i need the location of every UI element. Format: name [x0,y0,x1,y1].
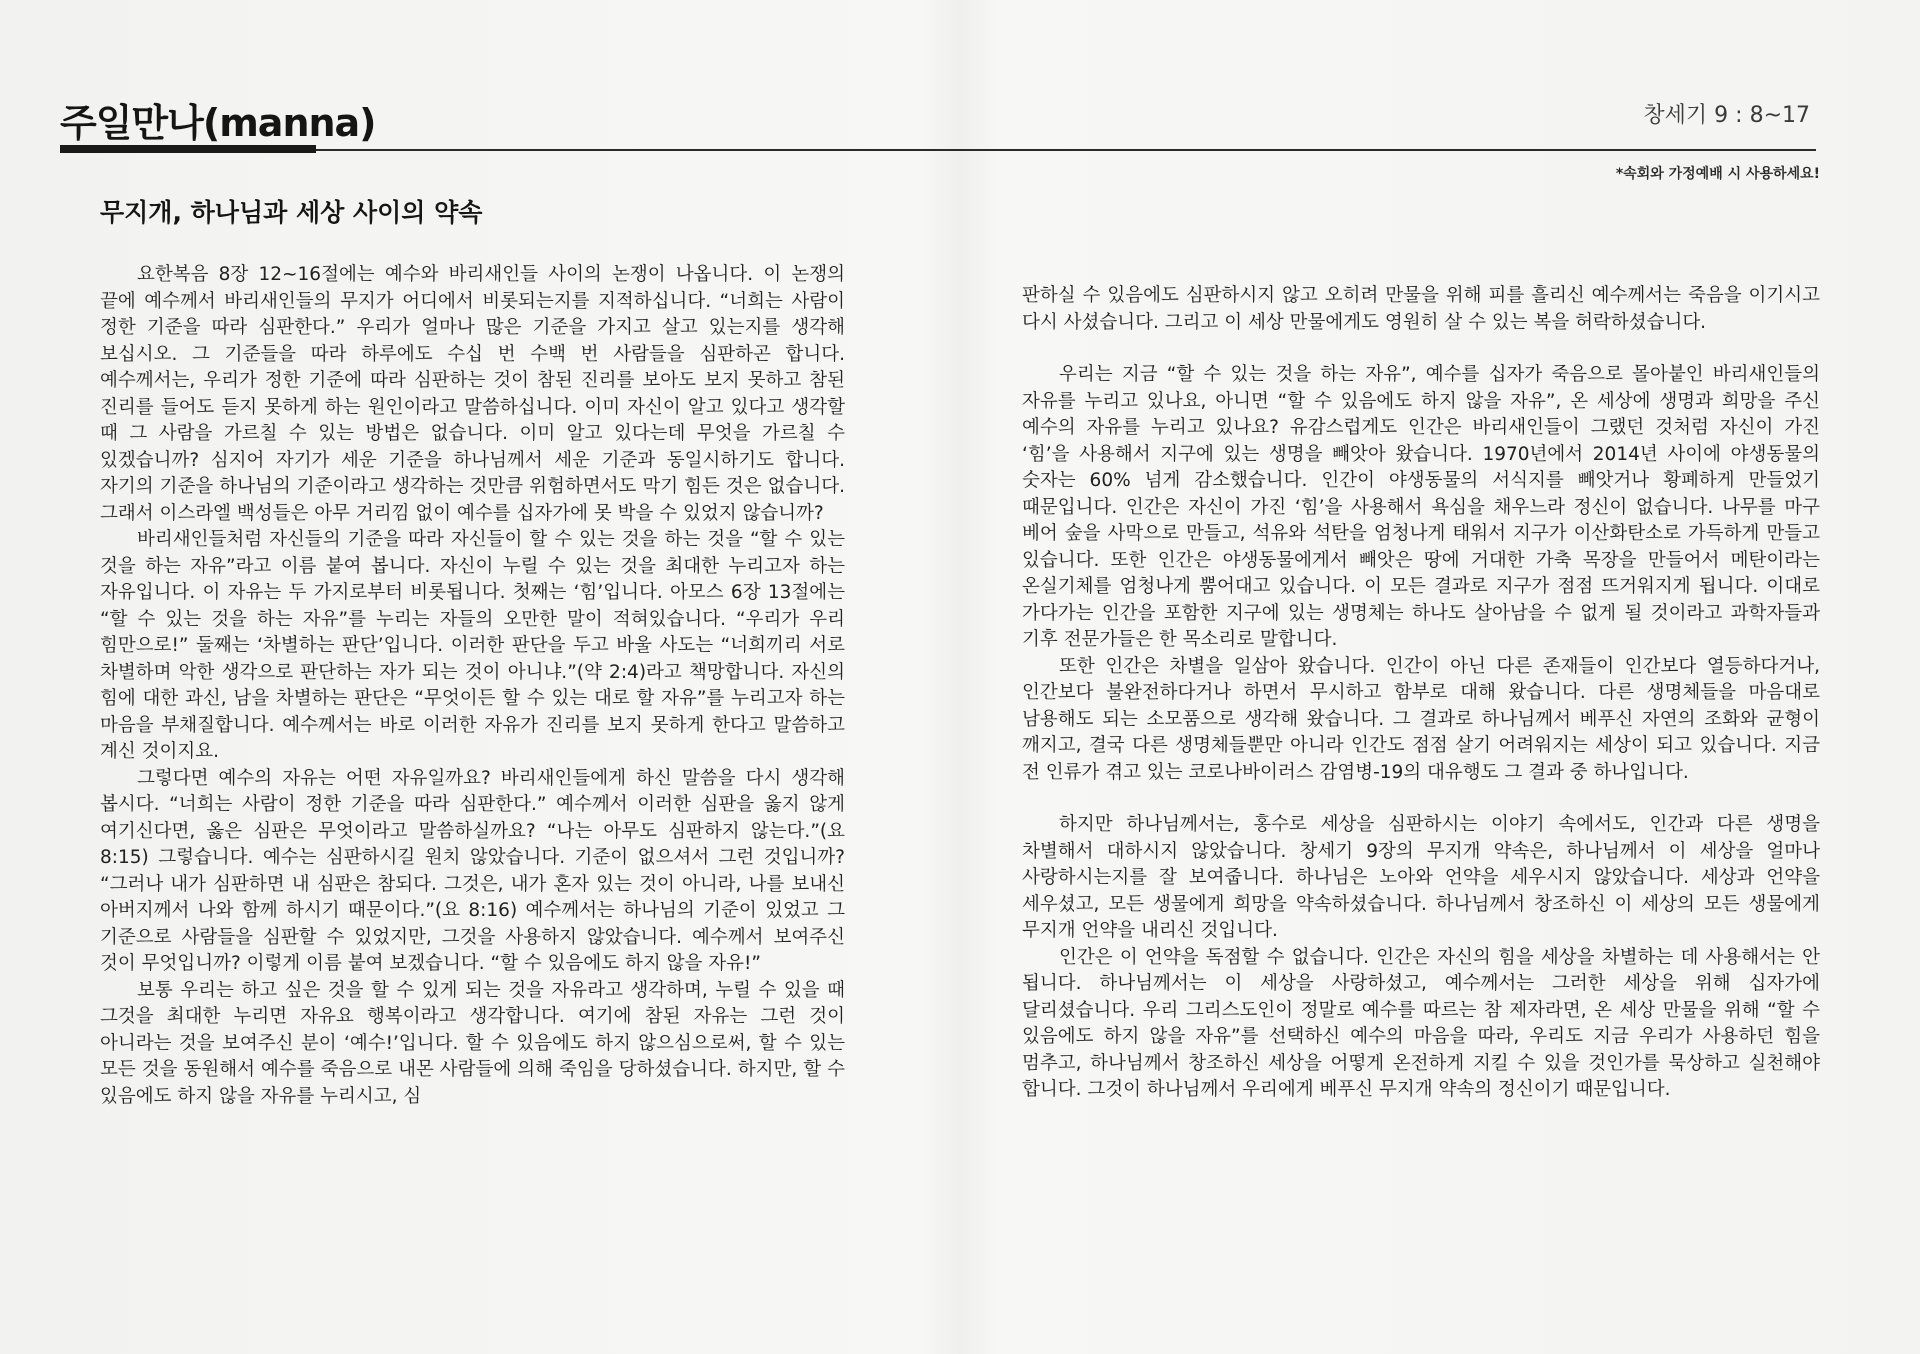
masthead-title: 주일만나(manna) [60,101,376,145]
masthead-rule-thin [316,149,1816,151]
paragraph: 하지만 하나님께서는, 홍수로 세상을 심판하시는 이야기 속에서도, 인간과 다른 생명을 차별해서 대하시지 않았습니다. 창세기 9장의 무지개 약속은, 하나님께서 이 세상을 얼마나 사랑하시는지를 잘 보여줍니다. 하나님은 노아와 언약을 세우시지 않았습니다. 세상과 언약을 세우셨고, 모든 생물에게 희망을 약속하셨습니다. 하나님께서 창조하신 이 세상의 모든 생물에게 무지개 언약을 내리신 것입니다. [1022,814,1820,941]
paragraph: 보통 우리는 하고 싶은 것을 할 수 있게 되는 것을 자유라고 생각하며, 누릴 수 있을 때 그것을 최대한 누리면 자유요 행복이라고 생각합니다. 여기에 참된 자유는 그런 것이 아니라는 것을 보여주신 분이 ‘예수!’입니다. 할 수 있음에도 하지 않으심으로써, 할 수 있는 모든 것을 동원해서 예수를 죽음으로 내몬 사람들에 의해 죽임을 당하셨습니다. 하지만, 할 수 있음에도 하지 않을 자유를 누리시고, 심 [100,979,845,1107]
paragraph: 요한복음 8장 12~16절에는 예수와 바리새인들 사이의 논쟁이 나옵니다. 이 논쟁의 끝에 예수께서 바리새인들의 무지가 어디에서 비롯되는지를 지적하십니다. “너희는 사람이 정한 기준을 따라 심판한다.” 우리가 얼마나 많은 기준을 가지고 살고 있는지를 생각해 보십시오. 그 기준들을 따라 하루에도 수십 번 수백 번 사람들을 심판하곤 합니다. 예수께서는, 우리가 정한 기준에 따라 심판하는 것이 참된 진리를 보아도 보지 못하고 참된 진리를 들어도 듣지 못하게 하는 원인이라고 말씀하십니다. 이미 자신이 알고 있다고 생각할 때 그 사람을 가르칠 수 있는 방법은 없습니다. 이미 알고 있다는데 무엇을 가르칠 수 있겠습니까? 심지어 자기가 세운 기준을 하나님께서 세운 기준과 동일시하기도 합니다. 자기의 기준을 하나님의 기준이라고 생각하는 것만큼 위험하면서도 막기 힘든 것은 없습니다. 그래서 이스라엘 백성들은 아무 거리낌 없이 예수를 십자가에 못 박을 수 있었지 않습니까? [100,264,845,524]
right-column [1022,283,1820,1104]
masthead-rule-thick [60,145,316,153]
paragraph: 우리는 지금 “할 수 있는 것을 하는 자유”, 예수를 십자가 죽음으로 몰아붙인 바리새인들의 자유를 누리고 있나요, 아니면 “할 수 있음에도 하지 않을 자유”, 온 세상에 생명과 희망을 주신 예수의 자유를 누리고 있나요? 유감스럽게도 인간은 바리새인들이 그랬던 것처럼 자신이 가진 ‘힘’을 사용해서 지구에 있는 생명을 빼앗아 왔습니다. 1970년에서 2014년 사이에 야생동물의 숫자는 60% 넘게 감소했습니다. 인간이 야생동물의 서식지를 빼앗거나 황폐하게 만들었기 때문입니다. 인간은 자신이 가진 ‘힘’을 사용해서 욕심을 채우느라 정신이 없습니다. 나무를 마구 베어 숲을 사막으로 만들고, 석유와 석탄을 엄청나게 태워서 지구가 이산화탄소로 가득하게 만들고 있습니다. 또한 인간은 야생동물에게서 빼앗은 땅에 거대한 가축 목장을 만들어서 메탄이라는 온실기체를 엄청나게 뿜어대고 있습니다. 이 모든 결과로 지구가 점점 뜨거워지게 됩니다. 이대로 가다가는 인간을 포함한 지구에 있는 생명체는 하나도 살아남을 수 없게 될 것이라고 과학자들과 기후 전문가들은 한 목소리로 말합니다. [1022,364,1820,650]
paragraph: 그렇다면 예수의 자유는 어떤 자유일까요? 바리새인들에게 하신 말씀을 다시 생각해 봅시다. “너희는 사람이 정한 기준을 따라 심판한다.” 예수께서 이러한 심판을 옳지 않게 여기신다면, 옳은 심판은 무엇이라고 말씀하실까요? “나는 아무도 심판하지 않는다.”(요 8:15) 그렇습니다. 예수는 심판하시길 원치 않았습니다. 기준이 없으셔서 그런 것입니까? “그러나 내가 심판하면 내 심판은 참되다. 그것은, 내가 혼자 있는 것이 아니라, 나를 보내신 아버지께서 나와 함께 하시기 때문이다.”(요 8:16) 예수께서는 하나님의 기준이 있었고 그 기준으로 사람들을 심판할 수 있었지만, 그것을 사용하지 않았습니다. 예수께서 보여주신 것이 무엇입니까? 이렇게 이름 붙여 보겠습니다. “할 수 있음에도 하지 않을 자유!” [100,767,845,974]
left-column [100,262,845,1110]
article-title: 무지개, 하나님과 세상 사이의 약속 [100,198,483,227]
paragraph: 판하실 수 있음에도 심판하시지 않고 오히려 만물을 위해 피를 흘리신 예수께서는 죽음을 이기시고 다시 사셨습니다. 그리고 이 세상 만물에게도 영원히 살 수 있는 복을 허락하셨습니다. [1022,285,1820,333]
paragraph: 인간은 이 언약을 독점할 수 없습니다. 인간은 자신의 힘을 세상을 차별하는 데 사용해서는 안 됩니다. 하나님께서는 이 세상을 사랑하셨고, 예수께서는 그러한 세상을 위해 십자가에 달리셨습니다. 우리 그리스도인이 정말로 예수를 따르는 참 제자라면, 온 세상 만물을 위해 “할 수 있음에도 하지 않을 자유”를 선택하신 예수의 마음을 따라, 우리도 지금 우리가 사용하던 힘을 멈추고, 하나님께서 창조하신 세상을 어떻게 온전하게 지킬 수 있을 것인가를 묵상하고 실천해야 합니다. 그것이 하나님께서 우리에게 베푸신 무지개 약속의 정신이기 때문입니다. [1022,946,1820,1100]
usage-note: *속회와 가정예배 시 사용하세요! [1615,166,1820,182]
paragraph: 바리새인들처럼 자신들의 기준을 따라 자신들이 할 수 있는 것을 하는 것을 “할 수 있는 것을 하는 자유”라고 이름 붙여 봅니다. 자신이 누릴 수 있는 것을 최대한 누리고자 하는 자유입니다. 이 자유는 두 가지로부터 비롯됩니다. 첫째는 ‘힘’입니다. 아모스 6장 13절에는 “할 수 있는 것을 하는 자유”를 누리는 자들의 오만한 말이 적혀있습니다. “우리가 우리 힘만으로!” 둘째는 ‘차별하는 판단’입니다. 이러한 판단을 두고 바울 사도는 “너희끼리 서로 차별하며 악한 생각으로 판단하는 자가 되는 것이 아니냐.”(약 2:4)라고 책망합니다. 자신의 힘에 대한 과신, 남을 차별하는 판단은 “무엇이든 할 수 있는 대로 할 자유”를 누리고자 하는 마음을 부채질합니다. 예수께서는 바로 이러한 자유가 진리를 보지 못하게 한다고 말씀하고 계신 것이지요. [100,529,845,762]
paragraph: 또한 인간은 차별을 일삼아 왔습니다. 인간이 아닌 다른 존재들이 인간보다 열등하다거나, 인간보다 불완전하다거나 하면서 무시하고 함부로 대해 왔습니다. 다른 생명체들을 마음대로 남용해도 되는 소모품으로 생각해 왔습니다. 그 결과로 하나님께서 베푸신 자연의 조화와 균형이 깨지고, 결국 다른 생명체들뿐만 아니라 인간도 점점 살기 어려워지는 세상이 되고 있습니다. 지금 전 인류가 겪고 있는 코로나바이러스 감염병-19의 대유행도 그 결과 중 하나입니다. [1022,655,1820,783]
scripture-reference: 창세기 9 : 8~17 [1643,103,1810,128]
